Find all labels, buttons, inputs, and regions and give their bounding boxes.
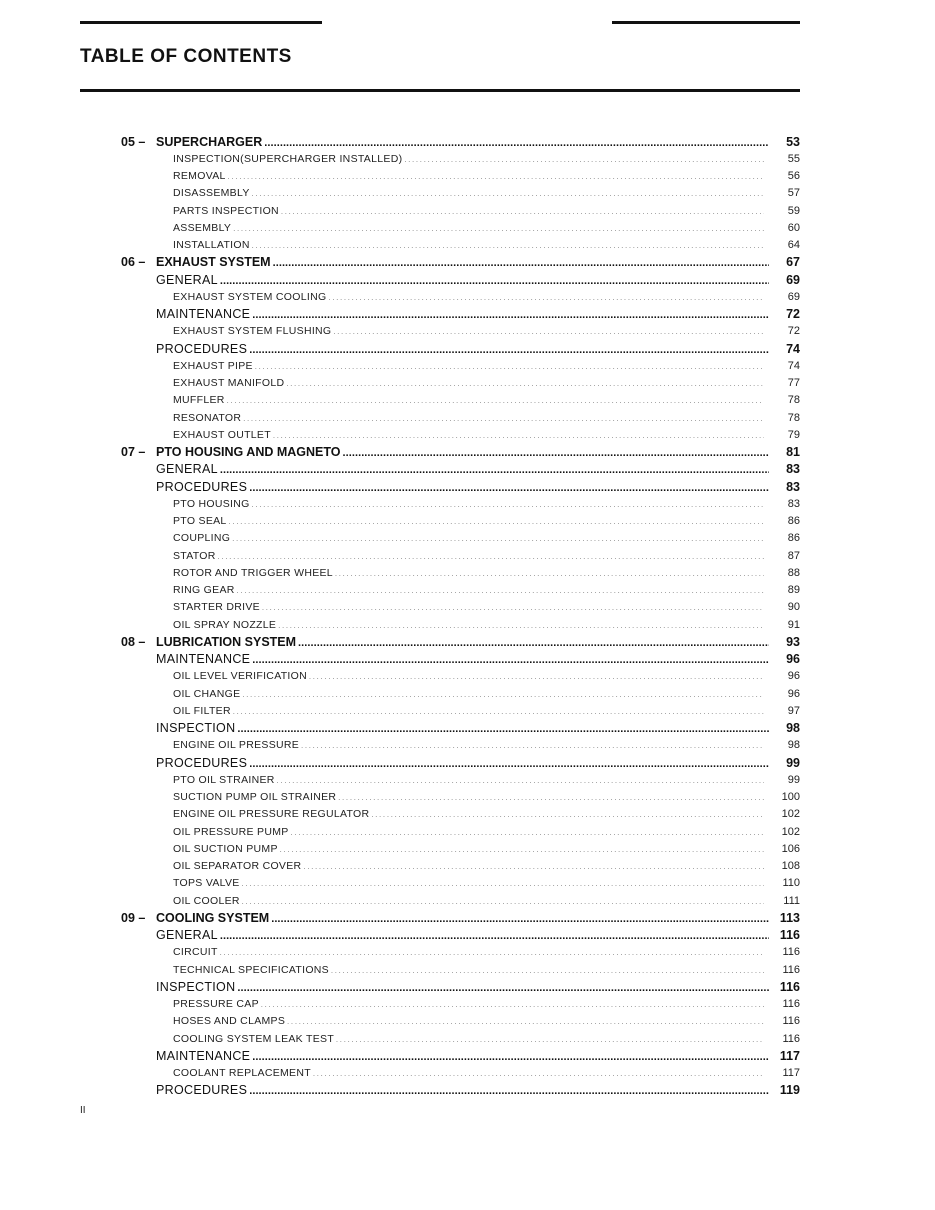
dot-leader xyxy=(232,536,764,543)
toc-entry-line xyxy=(156,480,772,494)
toc-entry-title: PROCEDURES xyxy=(156,1083,248,1098)
toc-entry-line xyxy=(173,688,767,700)
toc-entry-page: 72 xyxy=(786,307,800,322)
toc-entry-title: EXHAUST SYSTEM FLUSHING xyxy=(173,325,332,338)
toc-entry-page: 102 xyxy=(781,825,800,838)
toc-entry-line xyxy=(173,998,767,1010)
toc-entry-title: ENGINE OIL PRESSURE REGULATOR xyxy=(173,808,370,821)
dot-leader xyxy=(287,1019,764,1026)
toc-entry-line xyxy=(156,307,772,321)
dot-leader xyxy=(242,692,764,699)
toc-entry-sub[interactable] xyxy=(0,547,935,564)
toc-entry-line xyxy=(156,721,772,735)
dot-leader xyxy=(255,364,764,371)
toc-entry-page: 69 xyxy=(787,290,800,303)
toc-entry-page: 99 xyxy=(786,755,800,770)
toc-entry-title: STATOR xyxy=(173,549,216,562)
dot-leader xyxy=(249,344,769,356)
dot-leader xyxy=(242,881,764,888)
toc-entry-chapter[interactable] xyxy=(0,633,935,650)
toc-entry-line xyxy=(173,377,767,389)
toc-entry-section[interactable] xyxy=(0,651,935,668)
dot-leader xyxy=(252,243,764,250)
toc-entry-page: 116 xyxy=(782,1015,800,1028)
toc-entry-title: GENERAL xyxy=(156,272,218,287)
dot-leader xyxy=(237,723,769,735)
toc-entry-page: 116 xyxy=(779,928,800,943)
toc-entry-page: 64 xyxy=(787,239,800,252)
toc-entry-line xyxy=(173,808,767,820)
toc-entry-sub[interactable] xyxy=(0,564,935,581)
toc-entry-title: OIL SEPARATOR COVER xyxy=(173,860,302,873)
toc-entry-sub[interactable] xyxy=(0,409,935,426)
toc-entry-section[interactable] xyxy=(0,1082,935,1099)
toc-entry-sub[interactable] xyxy=(0,1013,935,1030)
dot-leader xyxy=(273,433,764,440)
toc-entry-sub[interactable] xyxy=(0,702,935,719)
toc-entry-line xyxy=(156,445,772,459)
dot-leader xyxy=(278,623,764,630)
toc-entry-sub[interactable] xyxy=(0,530,935,547)
dot-leader xyxy=(233,709,764,716)
toc-entry-sub[interactable] xyxy=(0,185,935,202)
toc-entry-line xyxy=(173,170,767,182)
dot-leader xyxy=(313,1071,764,1078)
toc-entry-title: PTO OIL STRAINER xyxy=(173,773,275,786)
dot-leader xyxy=(281,209,764,216)
toc-entry-chapter[interactable] xyxy=(0,909,935,926)
toc-entry-sub[interactable] xyxy=(0,858,935,875)
title-underline xyxy=(80,89,800,92)
toc-entry-title: SUCTION PUMP OIL STRAINER xyxy=(173,791,337,804)
toc-entry-sub[interactable] xyxy=(0,616,935,633)
toc-entry-line xyxy=(173,1033,767,1045)
toc-entry-page: 93 xyxy=(786,634,800,649)
toc-entry-sub[interactable] xyxy=(0,668,935,685)
dot-leader xyxy=(229,519,764,526)
toc-entry-page: 77 xyxy=(787,377,800,390)
toc-entry-line xyxy=(173,739,767,751)
toc-entry-title: RING GEAR xyxy=(173,584,235,597)
dot-leader xyxy=(237,982,769,994)
toc-entry-page: 102 xyxy=(781,808,800,821)
toc-entry-sub[interactable] xyxy=(0,737,935,754)
top-rule-left xyxy=(80,21,322,24)
dot-leader xyxy=(227,398,764,405)
toc-entry-line xyxy=(173,826,767,838)
toc-entry-page: 111 xyxy=(783,894,800,907)
toc-entry-chapter[interactable] xyxy=(0,254,935,271)
toc-entry-page: 86 xyxy=(787,515,800,528)
toc-entry-chapter[interactable] xyxy=(0,133,935,150)
toc-entry-page: 116 xyxy=(779,979,800,994)
toc-entry-page: 60 xyxy=(787,221,800,234)
toc-entry-title: COUPLING xyxy=(173,532,231,545)
toc-entry-page: 90 xyxy=(787,601,800,614)
dot-leader xyxy=(220,930,769,942)
toc-entry-title: TECHNICAL SPECIFICATIONS xyxy=(173,963,329,976)
toc-entry-sub[interactable] xyxy=(0,288,935,305)
toc-entry-title: OIL LEVEL VERIFICATION xyxy=(173,670,307,683)
chapter-number: 06 – xyxy=(121,255,146,270)
toc-entry-line xyxy=(173,515,767,527)
toc-entry-section[interactable] xyxy=(0,340,935,357)
toc-entry-title: MAINTENANCE xyxy=(156,307,251,322)
dot-leader xyxy=(249,1085,769,1097)
toc-entry-page: 116 xyxy=(782,963,800,976)
toc-entry-sub[interactable] xyxy=(0,150,935,167)
toc-entry-title: PTO HOUSING AND MAGNETO xyxy=(156,445,341,460)
toc-entry-title: PRESSURE CAP xyxy=(173,998,259,1011)
toc-entry-title: OIL CHANGE xyxy=(173,687,241,700)
toc-entry-page: 116 xyxy=(782,946,800,959)
toc-entry-title: EXHAUST SYSTEM COOLING xyxy=(173,290,327,303)
toc-entry-line xyxy=(173,1015,767,1027)
toc-entry-page: 87 xyxy=(787,549,800,562)
toc-entry-title: RESONATOR xyxy=(173,411,242,424)
toc-entry-page: 74 xyxy=(787,359,800,372)
dot-leader xyxy=(262,605,764,612)
toc-entry-line xyxy=(156,273,772,287)
toc-entry-section[interactable] xyxy=(0,478,935,495)
toc-entry-page: 119 xyxy=(779,1083,800,1098)
toc-entry-sub[interactable] xyxy=(0,944,935,961)
toc-entry-title: COOLANT REPLACEMENT xyxy=(173,1067,311,1080)
toc-entry-title: DISASSEMBLY xyxy=(173,187,250,200)
dot-leader xyxy=(252,502,764,509)
dot-leader xyxy=(242,899,764,906)
toc-entry-title: LUBRICATION SYSTEM xyxy=(156,634,297,649)
toc-entry-page: 100 xyxy=(781,791,800,804)
toc-entry-sub[interactable] xyxy=(0,875,935,892)
chapter-number: 05 – xyxy=(121,134,146,149)
toc-entry-page: 53 xyxy=(786,134,800,149)
dot-leader xyxy=(261,1002,764,1009)
toc-entry-page: 113 xyxy=(779,910,800,925)
chapter-number: 08 – xyxy=(121,634,146,649)
dot-leader xyxy=(249,482,769,494)
toc-entry-line xyxy=(156,652,772,666)
toc-entry-page: 106 xyxy=(781,842,800,855)
toc-entry-page: 89 xyxy=(787,584,800,597)
toc-entry-line xyxy=(173,860,767,872)
toc-entry-line xyxy=(173,567,767,579)
toc-entry-line xyxy=(173,550,767,562)
dot-leader xyxy=(271,913,769,925)
toc-entry-page: 67 xyxy=(786,255,800,270)
toc-entry-sub[interactable] xyxy=(0,392,935,409)
dot-leader xyxy=(303,864,764,871)
chapter-number: 07 – xyxy=(121,445,146,460)
toc-entry-sub[interactable] xyxy=(0,806,935,823)
toc-entry-line xyxy=(156,1049,772,1063)
toc-entry-sub[interactable] xyxy=(0,202,935,219)
toc-entry-page: 78 xyxy=(787,411,800,424)
toc-entry-title: OIL SUCTION PUMP xyxy=(173,842,278,855)
toc-entry-page: 97 xyxy=(787,704,800,717)
dot-leader xyxy=(336,1037,764,1044)
dot-leader xyxy=(273,257,769,269)
toc-entry-sub[interactable] xyxy=(0,599,935,616)
dot-leader xyxy=(252,191,764,198)
toc-entry-line xyxy=(173,670,767,682)
dot-leader xyxy=(338,795,764,802)
toc-entry-sub[interactable] xyxy=(0,892,935,909)
toc-entry-title: OIL FILTER xyxy=(173,704,231,717)
toc-entry-title: ASSEMBLY xyxy=(173,221,232,234)
toc-entry-title: INSTALLATION xyxy=(173,239,250,252)
toc-entry-line xyxy=(173,601,767,613)
toc-entry-page: 98 xyxy=(787,739,800,752)
dot-leader xyxy=(277,778,764,785)
toc-entry-page: 98 xyxy=(786,721,800,736)
toc-entry-line xyxy=(156,635,772,649)
toc-entry-title: GENERAL xyxy=(156,462,218,477)
dot-leader xyxy=(309,674,764,681)
toc-entry-title: PARTS INSPECTION xyxy=(173,204,279,217)
toc-entry-page: 108 xyxy=(781,860,800,873)
dot-leader xyxy=(252,654,769,666)
toc-entry-page: 79 xyxy=(787,428,800,441)
toc-entry-page: 116 xyxy=(782,998,800,1011)
toc-entry-title: OIL SPRAY NOZZLE xyxy=(173,618,277,631)
toc-entry-title: CIRCUIT xyxy=(173,946,218,959)
dot-leader xyxy=(220,950,764,957)
toc-entry-page: 91 xyxy=(787,618,800,631)
dot-leader xyxy=(233,226,764,233)
dot-leader xyxy=(291,830,764,837)
dot-leader xyxy=(264,137,769,149)
toc-entry-line xyxy=(156,462,772,476)
toc-entry-title: INSPECTION xyxy=(156,721,236,736)
toc-entry-title: PROCEDURES xyxy=(156,341,248,356)
toc-entry-sub[interactable] xyxy=(0,357,935,374)
toc-entry-title: EXHAUST SYSTEM xyxy=(156,255,271,270)
toc-entry-title: GENERAL xyxy=(156,928,218,943)
toc-entry-page: 57 xyxy=(787,187,800,200)
toc-entry-page: 56 xyxy=(787,170,800,183)
toc-entry-line xyxy=(173,895,767,907)
dot-leader xyxy=(335,571,764,578)
toc-entry-title: EXHAUST MANIFOLD xyxy=(173,377,285,390)
toc-entry-line xyxy=(156,255,772,269)
toc-entry-page: 110 xyxy=(782,877,800,890)
toc-entry-page: 117 xyxy=(779,1048,800,1063)
toc-entry-title: OIL PRESSURE PUMP xyxy=(173,825,289,838)
toc-entry-sub[interactable] xyxy=(0,219,935,236)
toc-entry-title: MAINTENANCE xyxy=(156,652,251,667)
toc-entry-sub[interactable] xyxy=(0,375,935,392)
toc-entry-sub[interactable] xyxy=(0,1065,935,1082)
toc-entry-line xyxy=(173,619,767,631)
toc-entry-title: INSPECTION xyxy=(156,979,236,994)
toc-entry-line xyxy=(173,1067,767,1079)
toc-entry-section[interactable] xyxy=(0,1047,935,1064)
toc-entry-line xyxy=(173,394,767,406)
toc-entry-line xyxy=(173,187,767,199)
dot-leader xyxy=(228,174,764,181)
toc-entry-page: 96 xyxy=(786,652,800,667)
toc-entry-line xyxy=(156,928,772,942)
page-number: II xyxy=(80,1105,86,1116)
toc-entry-title: PTO HOUSING xyxy=(173,497,250,510)
toc-entry-sub[interactable] xyxy=(0,961,935,978)
chapter-number: 09 – xyxy=(121,910,146,925)
table-of-contents xyxy=(0,133,935,1099)
toc-entry-title: ENGINE OIL PRESSURE xyxy=(173,739,300,752)
toc-entry-page: 83 xyxy=(786,462,800,477)
dot-leader xyxy=(328,295,764,302)
toc-entry-title: EXHAUST PIPE xyxy=(173,359,253,372)
top-rule-right xyxy=(612,21,800,24)
toc-entry-page: 117 xyxy=(782,1067,800,1080)
toc-entry-sub[interactable] xyxy=(0,426,935,443)
toc-entry-sub[interactable] xyxy=(0,582,935,599)
toc-entry-line xyxy=(156,342,772,356)
toc-entry-page: 78 xyxy=(787,394,800,407)
toc-entry-section[interactable] xyxy=(0,461,935,478)
dot-leader xyxy=(249,758,769,770)
toc-entry-line xyxy=(173,498,767,510)
toc-entry-line xyxy=(173,584,767,596)
toc-entry-section[interactable] xyxy=(0,720,935,737)
toc-entry-line xyxy=(173,325,767,337)
toc-entry-page: 72 xyxy=(787,325,800,338)
toc-entry-title: EXHAUST OUTLET xyxy=(173,428,271,441)
page-title: TABLE OF CONTENTS xyxy=(80,46,292,67)
toc-entry-line xyxy=(173,360,767,372)
toc-entry-title: TOPS VALVE xyxy=(173,877,240,890)
toc-entry-title: SUPERCHARGER xyxy=(156,134,263,149)
toc-entry-title: PTO SEAL xyxy=(173,515,227,528)
toc-entry-line xyxy=(156,135,772,149)
toc-entry-title: MUFFLER xyxy=(173,394,225,407)
toc-entry-line xyxy=(173,843,767,855)
toc-entry-page: 83 xyxy=(787,497,800,510)
toc-entry-line xyxy=(173,239,767,251)
dot-leader xyxy=(220,464,769,476)
toc-entry-sub[interactable] xyxy=(0,840,935,857)
toc-entry-title: COOLING SYSTEM xyxy=(156,910,270,925)
toc-entry-sub[interactable] xyxy=(0,685,935,702)
dot-leader xyxy=(252,309,769,321)
toc-entry-page: 55 xyxy=(787,152,800,165)
dot-leader xyxy=(371,812,764,819)
toc-entry-line xyxy=(156,1083,772,1097)
toc-entry-line xyxy=(173,774,767,786)
toc-entry-sub[interactable] xyxy=(0,237,935,254)
toc-entry-line xyxy=(173,946,767,958)
dot-leader xyxy=(301,743,764,750)
toc-entry-page: 59 xyxy=(787,204,800,217)
toc-entry-title: HOSES AND CLAMPS xyxy=(173,1015,286,1028)
toc-entry-title: OIL COOLER xyxy=(173,894,240,907)
dot-leader xyxy=(218,554,764,561)
toc-entry-sub[interactable] xyxy=(0,323,935,340)
dot-leader xyxy=(333,329,764,336)
dot-leader xyxy=(286,381,764,388)
dot-leader xyxy=(243,416,764,423)
toc-entry-sub[interactable] xyxy=(0,495,935,512)
toc-entry-page: 99 xyxy=(787,773,800,786)
toc-entry-title: INSPECTION(SUPERCHARGER INSTALLED) xyxy=(173,152,403,165)
toc-entry-title: PROCEDURES xyxy=(156,755,248,770)
toc-entry-line xyxy=(173,964,767,976)
toc-entry-page: 83 xyxy=(786,479,800,494)
toc-entry-section[interactable] xyxy=(0,271,935,288)
toc-entry-chapter[interactable] xyxy=(0,444,935,461)
toc-entry-page: 96 xyxy=(787,687,800,700)
toc-entry-line xyxy=(173,532,767,544)
toc-entry-page: 88 xyxy=(787,566,800,579)
dot-leader xyxy=(252,1051,769,1063)
toc-entry-line xyxy=(173,291,767,303)
dot-leader xyxy=(237,588,764,595)
toc-entry-page: 69 xyxy=(786,272,800,287)
toc-entry-line xyxy=(173,205,767,217)
dot-leader xyxy=(220,275,769,287)
toc-entry-sub[interactable] xyxy=(0,771,935,788)
toc-entry-section[interactable] xyxy=(0,306,935,323)
toc-entry-line xyxy=(173,877,767,889)
toc-entry-page: 81 xyxy=(786,445,800,460)
toc-entry-line xyxy=(156,980,772,994)
toc-entry-section[interactable] xyxy=(0,978,935,995)
dot-leader xyxy=(331,968,764,975)
toc-entry-page: 74 xyxy=(786,341,800,356)
toc-entry-section[interactable] xyxy=(0,754,935,771)
dot-leader xyxy=(280,847,764,854)
toc-entry-sub[interactable] xyxy=(0,996,935,1013)
toc-entry-title: PROCEDURES xyxy=(156,479,248,494)
toc-entry-section[interactable] xyxy=(0,927,935,944)
toc-entry-page: 86 xyxy=(787,532,800,545)
toc-entry-page: 96 xyxy=(787,670,800,683)
toc-entry-sub[interactable] xyxy=(0,823,935,840)
toc-entry-title: COOLING SYSTEM LEAK TEST xyxy=(173,1032,335,1045)
toc-entry-sub[interactable] xyxy=(0,1030,935,1047)
toc-entry-line xyxy=(173,429,767,441)
toc-entry-page: 116 xyxy=(782,1032,800,1045)
toc-entry-line xyxy=(173,705,767,717)
toc-entry-line xyxy=(173,222,767,234)
toc-entry-line xyxy=(156,911,772,925)
toc-entry-line xyxy=(173,791,767,803)
toc-entry-title: MAINTENANCE xyxy=(156,1048,251,1063)
toc-entry-sub[interactable] xyxy=(0,513,935,530)
toc-entry-line xyxy=(173,153,767,165)
dot-leader xyxy=(404,157,764,164)
toc-entry-sub[interactable] xyxy=(0,789,935,806)
toc-entry-title: REMOVAL xyxy=(173,170,226,183)
toc-entry-sub[interactable] xyxy=(0,168,935,185)
dot-leader xyxy=(343,447,769,459)
toc-entry-line xyxy=(173,412,767,424)
toc-entry-title: STARTER DRIVE xyxy=(173,601,260,614)
toc-entry-line xyxy=(156,756,772,770)
toc-entry-title: ROTOR AND TRIGGER WHEEL xyxy=(173,566,333,579)
dot-leader xyxy=(298,637,769,649)
